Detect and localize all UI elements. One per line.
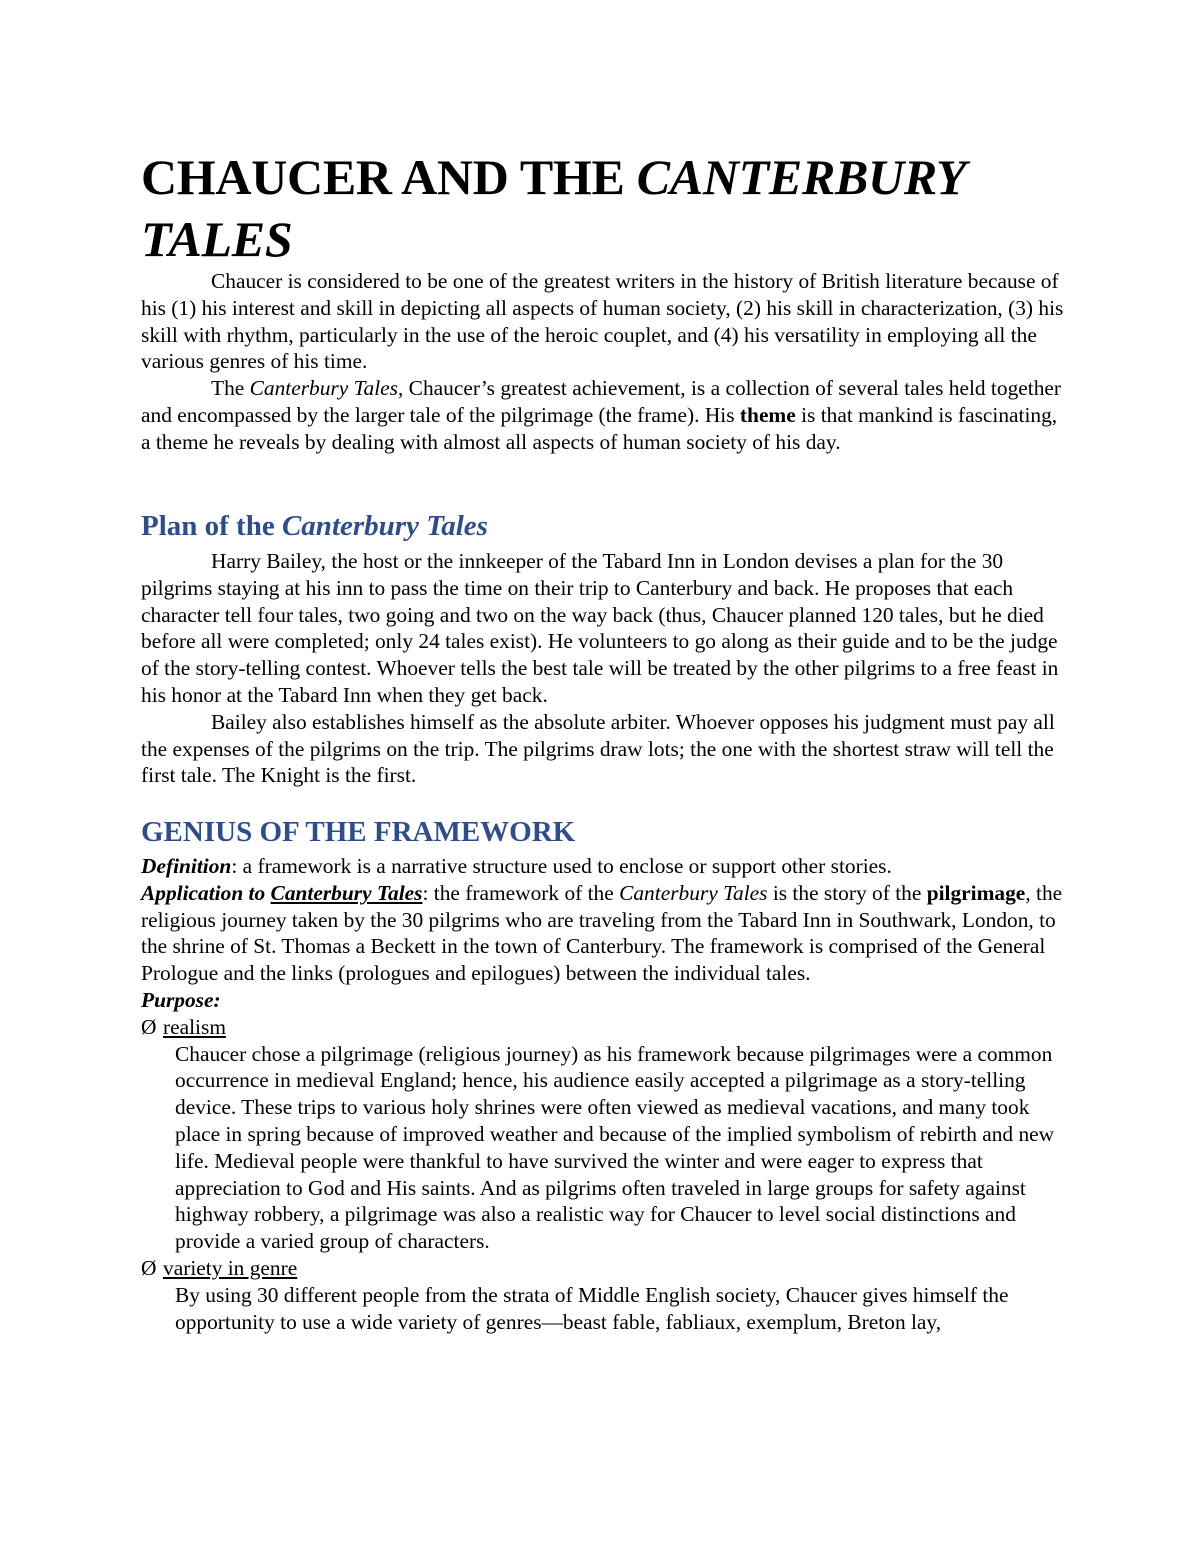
plan-paragraph-2: Bailey also establishes himself as the absolute arbiter. Whoever opposes his judgment must pay all the expenses of the pilgrims on the trip. The pilgrims draw lots; the one with the shortest straw will tell the first tale. The Knight is the first. bbox=[141, 709, 1055, 788]
document-title: CHAUCER AND THE CANTERBURY TALES bbox=[141, 149, 965, 267]
purpose-label: Purpose: bbox=[141, 987, 221, 1012]
genius-section bbox=[141, 853, 1071, 1335]
variety-label: variety in genre bbox=[163, 1255, 298, 1280]
genius-heading: GENIUS OF THE FRAMEWORK bbox=[141, 816, 576, 848]
plan-heading: Plan of the Canterbury Tales bbox=[141, 510, 488, 542]
plan-section bbox=[141, 548, 1071, 789]
intro-paragraph-2: The Canterbury Tales, Chaucer’s greatest achievement, is a collection of several tales held together and encompassed by the larger tale of the pilgrimage (the frame). His theme is that mankind is fascinating, a theme he reveals by dealing with almost all aspects of human society of his day. bbox=[141, 376, 1062, 454]
variety-text: By using 30 different people from the strata of Middle English society, Chaucer gives himself the opportunity to use a wide variety of genres—beast fable, fabliaux, exemplum, Breton lay, bbox=[175, 1282, 1009, 1334]
realism-text: Chaucer chose a pilgrimage (religious journey) as his framework because pilgrimages were a common occurrence in medieval England; hence, his audience easily accepted a pilgrimage as a story-telling device. These trips to various holy shrines were often viewed as medieval vacations, and many took place in spring because of improved weather and because of the implied symbolism of rebirth and new life. Medieval people were thankful to have survived the winter and were eager to express that appreciation to God and His saints. And as pilgrims often traveled in large groups for safety against highway robbery, a pilgrimage was also a realistic way for Chaucer to level social distinctions and provide a varied group of characters. bbox=[175, 1041, 1055, 1254]
plan-paragraph-1: Harry Bailey, the host or the innkeeper of the Tabard Inn in London devises a plan for the 30 pilgrims staying at his inn to pass the time on their trip to Canterbury and back. He proposes that each character tell four tales, two going and two on the way back (thus, Chaucer planned 120 tales, but he died before all were completed; only 24 tales exist). He volunteers to go along as their guide and to be the judge of the story-telling contest. Whoever tells the best tale will be treated by the other pilgrims to a free feast in his honor at the Tabard Inn when they get back. bbox=[141, 549, 1059, 707]
intro-section bbox=[141, 268, 1071, 456]
realism-bullet bbox=[141, 1014, 1071, 1041]
bullet-arrow-icon: Ø bbox=[141, 1014, 157, 1039]
application-paragraph: Application to Canterbury Tales: the framework of the Canterbury Tales is the story of the pilgrimage, the religious journey taken by the 30 pilgrims who are traveling from the Tabard Inn in Southwark, London, to the shrine of St. Thomas a Beckett in the town of Canterbury. The framework is comprised of the General Prologue and the links (prologues and epilogues) between the individual tales. bbox=[141, 880, 1063, 986]
bullet-arrow-icon: Ø bbox=[141, 1255, 157, 1280]
definition-label: Definition bbox=[141, 854, 232, 878]
variety-bullet bbox=[141, 1255, 1071, 1282]
definition-paragraph: Definition: a framework is a narrative structure used to enclose or support other stories. bbox=[141, 854, 892, 878]
intro-paragraph-1: Chaucer is considered to be one of the greatest writers in the history of British literature because of his (1) his interest and skill in depicting all aspects of human society, (2) his skill in characterization, (3) his skill with rhythm, particularly in the use of the heroic couplet, and (4) his versatility in employing all the various genres of his time. bbox=[141, 269, 1064, 374]
realism-label: realism bbox=[163, 1014, 226, 1039]
